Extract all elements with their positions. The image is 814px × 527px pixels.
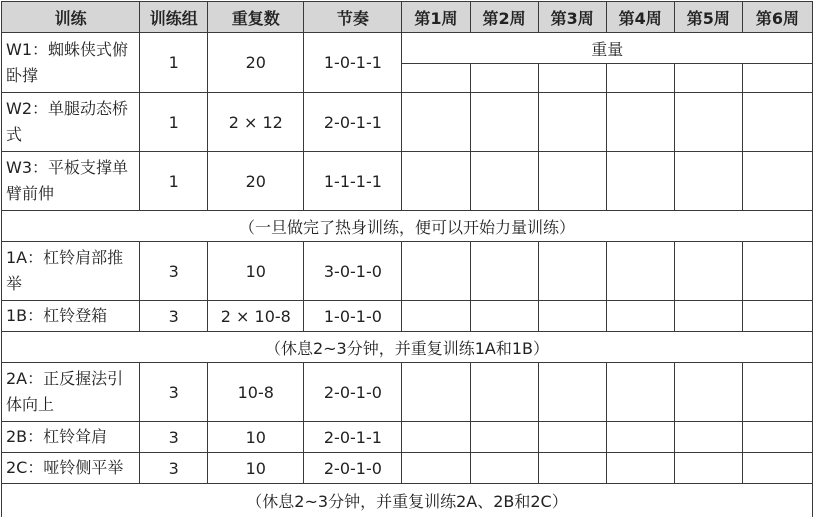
tempo-cell: 1-0-1-1 bbox=[304, 33, 402, 93]
sets-cell: 3 bbox=[140, 453, 208, 484]
week-cell[interactable] bbox=[470, 64, 538, 93]
exercise-name: W3：平板支撑单臂前伸 bbox=[2, 152, 140, 211]
week-cell[interactable] bbox=[538, 363, 606, 422]
week-cell[interactable] bbox=[470, 242, 538, 301]
table-row bbox=[2, 363, 813, 422]
tempo-cell: 1-0-1-0 bbox=[304, 301, 402, 332]
header-tempo: 节奏 bbox=[304, 2, 402, 33]
reps-cell: 10 bbox=[208, 422, 304, 453]
week-cell[interactable] bbox=[470, 422, 538, 453]
week-cell[interactable] bbox=[674, 301, 742, 332]
table-row bbox=[2, 33, 813, 64]
tempo-cell: 2-0-1-0 bbox=[304, 363, 402, 422]
exercise-name: 2C：哑铃侧平举 bbox=[2, 453, 140, 484]
table-row bbox=[2, 453, 813, 484]
week-cell[interactable] bbox=[402, 363, 470, 422]
sets-cell: 1 bbox=[140, 33, 208, 93]
week-cell[interactable] bbox=[606, 363, 674, 422]
week-cell[interactable] bbox=[538, 301, 606, 332]
week-cell[interactable] bbox=[538, 242, 606, 301]
week-cell[interactable] bbox=[402, 301, 470, 332]
tempo-cell: 3-0-1-0 bbox=[304, 242, 402, 301]
note-row bbox=[2, 211, 813, 242]
tempo-cell: 1-1-1-1 bbox=[304, 152, 402, 211]
exercise-name: 1A：杠铃肩部推举 bbox=[2, 242, 140, 301]
note-row bbox=[2, 332, 813, 363]
exercise-name: 1B：杠铃登箱 bbox=[2, 301, 140, 332]
week-cell[interactable] bbox=[402, 64, 470, 93]
week-cell[interactable] bbox=[470, 363, 538, 422]
week-cell[interactable] bbox=[606, 422, 674, 453]
reps-cell: 2 × 12 bbox=[208, 93, 304, 152]
header-row bbox=[2, 2, 813, 33]
exercise-name: W2：单腿动态桥式 bbox=[2, 93, 140, 152]
week-cell[interactable] bbox=[402, 152, 470, 211]
week-cell[interactable] bbox=[742, 152, 812, 211]
header-week-3: 第3周 bbox=[538, 2, 606, 33]
week-cell[interactable] bbox=[606, 301, 674, 332]
week-cell[interactable] bbox=[606, 93, 674, 152]
note-text: （一旦做完了热身训练，便可以开始力量训练） bbox=[2, 211, 813, 242]
week-cell[interactable] bbox=[674, 422, 742, 453]
header-sets: 训练组 bbox=[140, 2, 208, 33]
week-cell[interactable] bbox=[742, 422, 812, 453]
table-row bbox=[2, 301, 813, 332]
sets-cell: 3 bbox=[140, 242, 208, 301]
table-row bbox=[2, 93, 813, 152]
week-cell[interactable] bbox=[538, 152, 606, 211]
week-cell[interactable] bbox=[470, 301, 538, 332]
tempo-cell: 2-0-1-0 bbox=[304, 453, 402, 484]
week-cell[interactable] bbox=[674, 363, 742, 422]
header-week-1: 第1周 bbox=[402, 2, 470, 33]
header-exercise: 训练 bbox=[2, 2, 140, 33]
week-cell[interactable] bbox=[538, 93, 606, 152]
training-table bbox=[1, 1, 813, 517]
week-cell[interactable] bbox=[674, 453, 742, 484]
week-cell[interactable] bbox=[402, 422, 470, 453]
week-cell[interactable] bbox=[538, 64, 606, 93]
week-cell[interactable] bbox=[606, 64, 674, 93]
reps-cell: 20 bbox=[208, 33, 304, 93]
week-cell[interactable] bbox=[674, 152, 742, 211]
week-cell[interactable] bbox=[402, 453, 470, 484]
reps-cell: 2 × 10-8 bbox=[208, 301, 304, 332]
week-cell[interactable] bbox=[742, 453, 812, 484]
week-cell[interactable] bbox=[470, 152, 538, 211]
week-cell[interactable] bbox=[742, 242, 812, 301]
week-cell[interactable] bbox=[606, 242, 674, 301]
reps-cell: 10 bbox=[208, 242, 304, 301]
table-row bbox=[2, 242, 813, 301]
week-cell[interactable] bbox=[470, 453, 538, 484]
week-cell[interactable] bbox=[606, 152, 674, 211]
header-reps: 重复数 bbox=[208, 2, 304, 33]
exercise-name: W1：蜘蛛侠式俯卧撑 bbox=[2, 33, 140, 93]
reps-cell: 10-8 bbox=[208, 363, 304, 422]
week-cell[interactable] bbox=[742, 64, 812, 93]
table-row bbox=[2, 422, 813, 453]
week-cell[interactable] bbox=[538, 422, 606, 453]
table-row bbox=[2, 152, 813, 211]
week-cell[interactable] bbox=[674, 64, 742, 93]
note-text: （休息2~3分钟，并重复训练2A、2B和2C） bbox=[2, 484, 813, 518]
exercise-name: 2B：杠铃耸肩 bbox=[2, 422, 140, 453]
header-week-4: 第4周 bbox=[606, 2, 674, 33]
note-text: （休息2~3分钟，并重复训练1A和1B） bbox=[2, 332, 813, 363]
week-cell[interactable] bbox=[402, 242, 470, 301]
week-cell[interactable] bbox=[402, 93, 470, 152]
week-cell[interactable] bbox=[538, 453, 606, 484]
week-cell[interactable] bbox=[470, 93, 538, 152]
reps-cell: 20 bbox=[208, 152, 304, 211]
sets-cell: 3 bbox=[140, 301, 208, 332]
week-cell[interactable] bbox=[742, 301, 812, 332]
weight-label: 重量 bbox=[402, 33, 813, 64]
header-week-2: 第2周 bbox=[470, 2, 538, 33]
sets-cell: 3 bbox=[140, 363, 208, 422]
week-cell[interactable] bbox=[742, 93, 812, 152]
tempo-cell: 2-0-1-1 bbox=[304, 422, 402, 453]
exercise-name: 2A：正反握法引体向上 bbox=[2, 363, 140, 422]
week-cell[interactable] bbox=[674, 93, 742, 152]
week-cell[interactable] bbox=[606, 453, 674, 484]
week-cell[interactable] bbox=[742, 363, 812, 422]
week-cell[interactable] bbox=[674, 242, 742, 301]
reps-cell: 10 bbox=[208, 453, 304, 484]
tempo-cell: 2-0-1-1 bbox=[304, 93, 402, 152]
sets-cell: 1 bbox=[140, 93, 208, 152]
sets-cell: 1 bbox=[140, 152, 208, 211]
header-week-6: 第6周 bbox=[742, 2, 812, 33]
note-row bbox=[2, 484, 813, 518]
sets-cell: 3 bbox=[140, 422, 208, 453]
header-week-5: 第5周 bbox=[674, 2, 742, 33]
